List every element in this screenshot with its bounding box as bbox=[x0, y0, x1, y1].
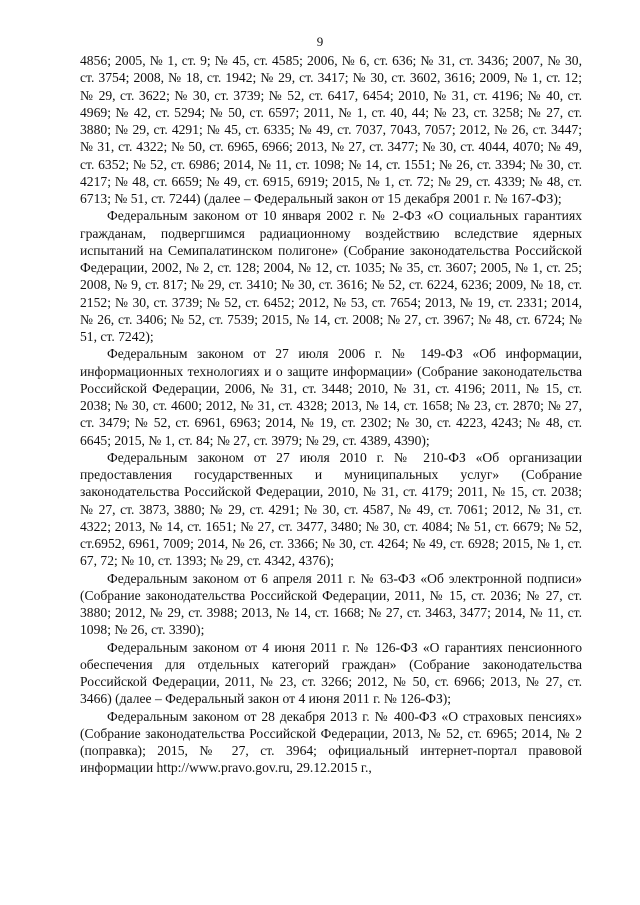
paragraph-law-63-fz: Федеральным законом от 6 апреля 2011 г. № 63-ФЗ «Об электронной подписи» (Собрание законодательства Российской Федерации, 2011, № 15, ст. 2036; № 27, ст. 3880; 2012, № 29, ст. 3988; 2013, № 14, ст. 1668; № 27, ст. 3463, 3477; 2014, № 11, ст. 1098; № 26, ст. 3390); bbox=[80, 570, 582, 638]
paragraph-law-126-fz: Федеральным законом от 4 июня 2011 г. № 126-ФЗ «О гарантиях пенсионного обеспечения для отдельных категорий граждан» (Собрание законодательства Российской Федерации, 2011, № 23, ст. 3266; 2012, № 50, ст. 6966; 2013, № 27, ст. 3466) (далее – Федеральный закон от 4 июня 2011 г. № 126-ФЗ); bbox=[80, 639, 582, 707]
paragraph-law-210-fz: Федеральным законом от 27 июля 2010 г. № 210-ФЗ «Об организации предоставления государственных и муниципальных услуг» (Собрание законодательства Российской Федерации, 2010, № 31, ст. 4179; 2011, № 15, ст. 2038; № 27, ст. 3873, 3880; № 29, ст. 4291; № 30, ст. 4587, № 49, ст. 7061; 2012, № 31, ст. 4322; 2013, № 14, ст. 1651; № 27, ст. 3477, 3480; № 30, ст. 4084; № 51, ст. 6679; № 52, ст.6952, 6961, 7009; 2014, № 26, ст. 3366; № 30, ст. 4264; № 49, ст. 6928; 2015, № 1, ст. 67, 72; № 10, ст. 1393; № 29, ст. 4342, 4376); bbox=[80, 449, 582, 569]
paragraph-law-149-fz: Федеральным законом от 27 июля 2006 г. № 149-ФЗ «Об информации, информационных технологиях и о защите информации» (Собрание законодательства Российской Федерации, 2006, № 31, ст. 3448; 2010, № 31, ст. 4196; 2011, № 15, ст. 2038; № 30, ст. 4600; 2012, № 31, ст. 4328; 2013, № 14, ст. 1658; № 23, ст. 2870; № 27, ст. 3479; № 52, ст. 6961, 6963; 2014, № 19, ст. 2302; № 30, ст. 4223, 4243; № 48, ст. 6645; 2015, № 1, ст. 84; № 27, ст. 3979; № 29, ст. 4389, 4390); bbox=[80, 346, 582, 448]
paragraph-law-400-fz: Федеральным законом от 28 декабря 2013 г. № 400-ФЗ «О страховых пенсиях» (Собрание законодательства Российской Федерации, 2013, № 52, ст. 6965; 2014, № 2 (поправка); 2015, № 27, ст. 3964; официальный интернет-портал правовой информации http://www.pravo.gov.ru, 29.12.2015 г., bbox=[80, 708, 582, 776]
page-number: 9 bbox=[316, 34, 324, 49]
paragraph-continuation: 4856; 2005, № 1, ст. 9; № 45, ст. 4585; 2006, № 6, ст. 636; № 31, ст. 3436; 2007, № 30, ст. 3754; 2008, № 18, ст. 1942; № 29, ст. 3417; № 30, ст. 3602, 3616; 2009, № 1, ст. 12; № 29, ст. 3622; № 30, ст. 3739; № 52, ст. 6417, 6454; 2010, № 31, ст. 4196; № 40, ст. 4969; № 42, ст. 5294; № 50, ст. 6597; 2011, № 1, ст. 40, 44; № 23, ст. 3258; № 27, ст. 3880; № 29, ст. 4291; № 45, ст. 6335; № 49, ст. 7037, 7043, 7057; 2012, № 26, ст. 3447; № 31, ст. 4322; № 50, ст. 6965, 6966; 2013, № 27, ст. 3477; № 30, ст. 4044, 4070; № 49, ст. 6352; № 52, ст. 6986; 2014, № 11, ст. 1098; № 14, ст. 1551; № 26, ст. 3394; № 30, ст. 4217; № 48, ст. 6659; № 49, ст. 6915, 6919; 2015, № 1, ст. 72; № 29, ст. 4339; № 48, ст. 6713; № 51, ст. 7244) (далее – Федеральный закон от 15 декабря 2001 г. № 167-ФЗ); bbox=[80, 53, 582, 206]
paragraph-law-2-fz: Федеральным законом от 10 января 2002 г. № 2-ФЗ «О социальных гарантиях гражданам, подвергшимся радиационному воздействию вследствие ядерных испытаний на Семипалатинском полигоне» (Собрание законодательства Российской Федерации, 2002, № 2, ст. 128; 2004, № 12, ст. 1035; № 35, ст. 3607; 2005, № 1, ст. 25; 2008, № 9, ст. 817; № 29, ст. 3410; № 30, ст. 3616; № 52, ст. 6224, 6236; 2009, № 18, ст. 2152; № 30, ст. 3739; № 52, ст. 6452; 2012, № 53, ст. 7654; 2013, № 19, ст. 2331; 2014, № 26, ст. 3406; № 52, ст. 7539; 2015, № 14, ст. 2008; № 27, ст. 3967; № 48, ст. 6724; № 51, ст. 7242); bbox=[80, 208, 582, 344]
document-body bbox=[80, 52, 582, 777]
